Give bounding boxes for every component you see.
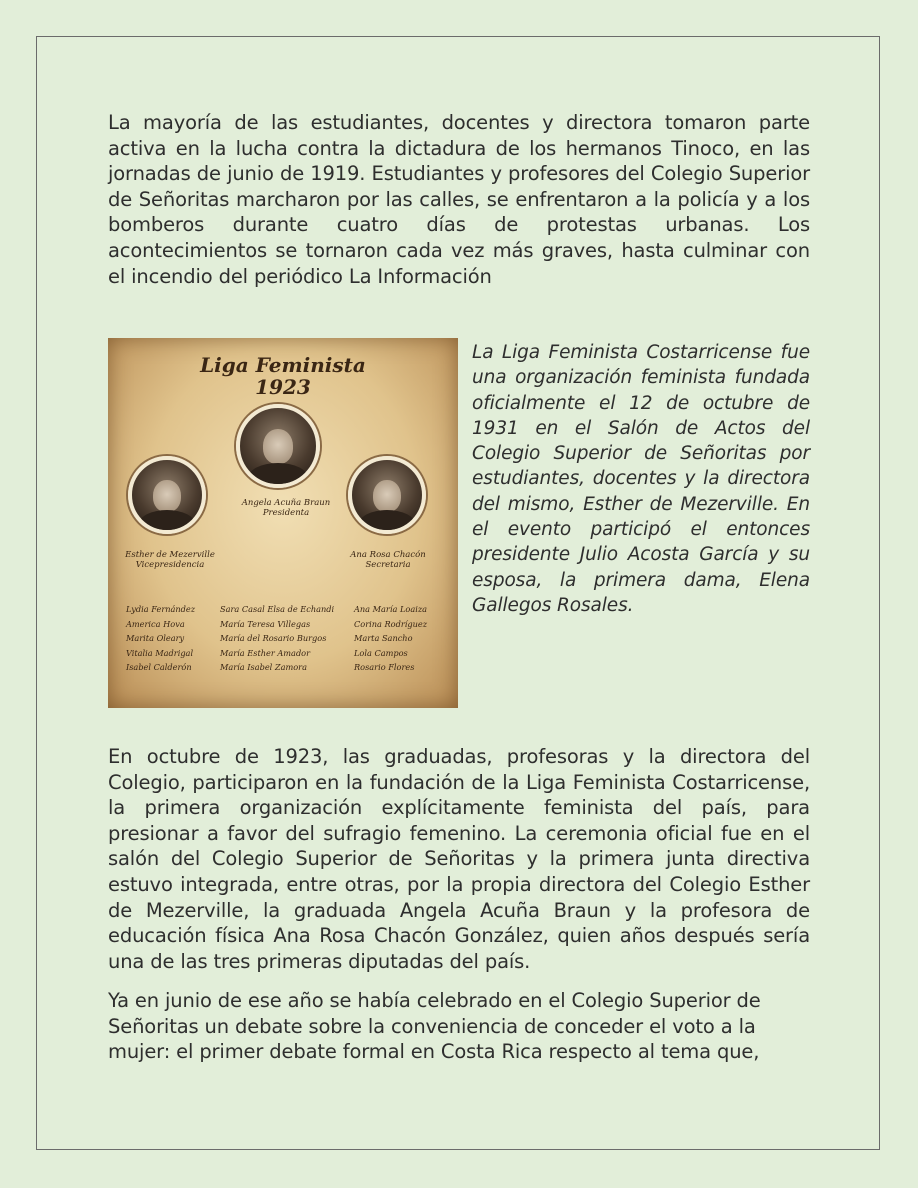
member-name: María Teresa Villegas <box>220 618 311 629</box>
poster-title-name: Liga Feminista <box>200 353 366 377</box>
member-name: Lola Campos <box>354 647 408 658</box>
member-name: Isabel Calderón <box>126 662 192 672</box>
paragraph-tinoco: La mayoría de las estudiantes, docentes y directora tomaron parte activa en la lucha contra la dictadura de los hermanos Tinoco, en las jornadas de junio de 1919. Estudiantes y profesores del Colegio Superior de Señoritas marcharon por las calles, se enfrentaron a la policía y a los bomberos durante cuatro días de protestas urbanas. Los acontecimientos se tornaron cada vez más graves, hasta culminar con el incendio del periódico La Información <box>108 111 810 288</box>
poster-title-year: 1923 <box>255 375 311 399</box>
liga-feminista-poster-image <box>108 338 458 708</box>
member-name: Marita Oleary <box>126 633 185 643</box>
member-list-col-3 <box>354 602 427 675</box>
portrait-right-role: Secretaria <box>365 560 411 570</box>
poster-title <box>108 354 458 398</box>
member-name: María del Rosario Burgos <box>220 633 327 643</box>
portrait-center-role: Presidenta <box>262 508 310 518</box>
member-name: America Hova <box>126 618 185 629</box>
member-name: Sara Casal Elsa de Echandi <box>220 604 335 614</box>
member-name: Ana María Loaiza <box>354 604 428 614</box>
portrait-center-caption <box>216 498 356 518</box>
member-name: Corina Rodríguez <box>354 618 428 629</box>
member-list-col-1 <box>126 602 195 675</box>
portrait-center <box>236 404 320 488</box>
portrait-left-name: Esther de Mezerville <box>125 550 215 560</box>
portrait-right-caption <box>328 550 448 570</box>
portrait-center-name: Angela Acuña Braun <box>241 498 331 508</box>
member-name: Marta Sancho <box>354 633 413 643</box>
member-name: Vitalia Madrigal <box>126 647 194 658</box>
member-name: Lydia Fernández <box>126 604 196 614</box>
portrait-right-name: Ana Rosa Chacón <box>350 550 426 560</box>
paragraph-debate: Ya en junio de ese año se había celebrado en el Colegio Superior de Señoritas un debate sobre la conveniencia de conceder el voto a la mujer: el primer debate formal en Costa Rica respecto al tema que, <box>108 989 761 1064</box>
portrait-left-role: Vicepresidencia <box>135 560 205 570</box>
member-name: Rosario Flores <box>354 662 415 672</box>
member-name: María Esther Amador <box>220 647 311 658</box>
member-name: María Isabel Zamora <box>220 662 307 672</box>
portrait-right <box>348 456 426 534</box>
poster-caption: La Liga Feminista Costarricense fue una organización feminista fundada oficialmente el 12 de octubre de 1931 en el Salón de Actos del Colegio Superior de Señoritas por estudiantes, docentes y la directora del mismo, Esther de Mezerville. En el evento participó el entonces presidente Julio Acosta García y su esposa, la primera dama, Elena Gallegos Rosales. <box>472 342 810 616</box>
portrait-left-caption <box>110 550 230 570</box>
member-list-col-2 <box>220 602 334 675</box>
portrait-left <box>128 456 206 534</box>
paragraph-liga-founding: En octubre de 1923, las graduadas, profesoras y la directora del Colegio, participaron en la fundación de la Liga Feminista Costarricense, la primera organización explícitamente feminista del país, para presionar a favor del sufragio femenino. La ceremonia oficial fue en el salón del Colegio Superior de Señoritas y la primera junta directiva estuvo integrada, entre otras, por la propia directora del Colegio Esther de Mezerville, la graduada Angela Acuña Braun y la profesora de educación física Ana Rosa Chacón González, quien años después sería una de las tres primeras diputadas del país. <box>108 745 810 973</box>
